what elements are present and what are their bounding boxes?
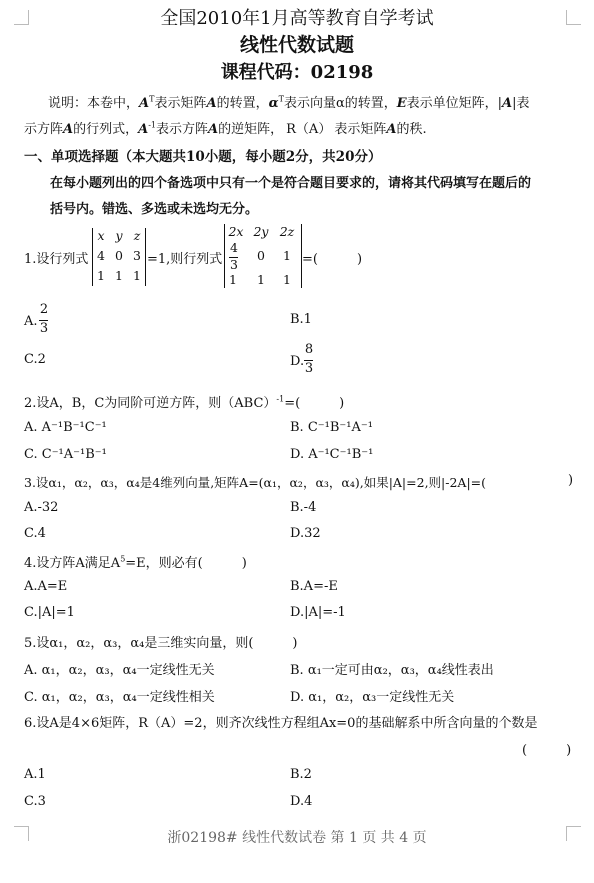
exam-title: 全国2010年1月高等教育自学考试 — [160, 8, 434, 29]
q4-sup-5: 5 — [120, 554, 126, 564]
q6-option-a: A.1 — [24, 767, 46, 782]
det1-cell: 3 — [133, 248, 141, 263]
note-text: 表示单位矩阵，| — [406, 96, 503, 111]
q1-determinant-1 — [92, 228, 146, 286]
q1-determinant-2 — [224, 224, 302, 288]
math-alpha: α — [268, 96, 279, 111]
q1-option-a-denominator: 3 — [39, 321, 49, 336]
q2-sup-inverse: -1 — [276, 394, 285, 404]
q2-option-d: D. A⁻¹C⁻¹B⁻¹ — [290, 447, 374, 462]
q4-option-d: D.|A|=-1 — [290, 605, 346, 620]
note-text: 表示矩阵 — [154, 96, 207, 111]
note-text: 表示向量α的转置， — [283, 96, 397, 111]
note-text: 的行列式， — [73, 122, 139, 137]
note-text: 的秩. — [396, 122, 427, 137]
section-instruction-1: 在每小题列出的四个备选项中只有一个是符合题目要求的，请将其代码填写在题后的 — [50, 176, 532, 191]
q4-option-a: A.A=E — [24, 579, 68, 594]
q1-option-d-denominator: 3 — [304, 361, 314, 376]
math-E: E — [396, 96, 407, 111]
det1-cell: 1 — [97, 268, 105, 283]
q1-option-c: C.2 — [24, 352, 46, 367]
q6-option-b: B.2 — [290, 767, 312, 782]
note-text: 示方阵 — [24, 122, 64, 137]
math-A: A — [206, 96, 217, 111]
q6-answer-bracket: ( ) — [522, 743, 572, 758]
section-heading: 一、单项选择题（本大题共10小题，每小题2分，共20分） — [24, 149, 382, 165]
math-A: A — [63, 122, 74, 137]
q3-option-b: B.-4 — [290, 500, 317, 515]
det1-cell: x — [97, 228, 105, 243]
det1-cell: 4 — [97, 248, 105, 263]
q2-stem-text: 2.设A，B，C为同阶可逆方阵，则（ABC） — [24, 396, 277, 411]
note-text: 的转置， — [216, 96, 269, 111]
note-line-1 — [48, 92, 530, 111]
q3-stem: 3.设α₁，α₂，α₃，α₄是4维列向量,矩阵A=(α₁，α₂，α₃，α₄),如果|A|=2,则|-2A|=( — [24, 475, 487, 490]
q1-option-a: A. — [24, 314, 38, 329]
det2-cell: 1 — [283, 248, 291, 263]
q4-answer-bracket: =E，则必有( ) — [125, 556, 247, 571]
subject-title: 线性代数试题 — [239, 34, 354, 56]
q1-middle-text: =1,则行列式 — [147, 252, 223, 267]
note-text: |表 — [512, 96, 530, 111]
det2-cell: 1 — [257, 272, 265, 287]
q2-answer-bracket: =( ) — [284, 396, 345, 411]
q2-option-b: B. C⁻¹B⁻¹A⁻¹ — [290, 420, 373, 435]
q1-option-d-numerator: 8 — [304, 342, 314, 357]
note-text: 表示方阵 — [156, 122, 209, 137]
q3-option-c: C.4 — [24, 526, 46, 541]
q2-option-c: C. C⁻¹A⁻¹B⁻¹ — [24, 447, 107, 462]
q1-prefix: 1.设行列式 — [24, 252, 89, 267]
q2-option-a: A. A⁻¹B⁻¹C⁻¹ — [24, 420, 107, 435]
det1-cell: 1 — [115, 268, 123, 283]
q1-option-d: D. — [290, 354, 305, 369]
note-text: R（A） — [286, 122, 332, 137]
q3-option-d: D.32 — [290, 526, 321, 541]
q5-option-b: B. α₁一定可由α₂，α₃，α₄线性表出 — [290, 663, 494, 678]
q3-answer-close: ) — [568, 473, 574, 488]
det2-cell: 1 — [283, 272, 291, 287]
det2-cell: 3 — [230, 257, 238, 272]
note-line-2 — [24, 118, 427, 137]
q6-option-d: D.4 — [290, 794, 313, 809]
det1-cell: z — [133, 228, 141, 243]
math-A: A — [208, 122, 219, 137]
det2-cell: 2y — [253, 224, 269, 239]
sup-inverse: -1 — [148, 120, 157, 130]
q2-stem — [24, 392, 344, 411]
det1-cell: 1 — [133, 268, 141, 283]
page-footer: 浙02198# 线性代数试卷 第 1 页 共 4 页 — [167, 830, 427, 846]
q5-option-d: D. α₁，α₂，α₃一定线性无关 — [290, 690, 455, 705]
q1-option-a-numerator: 2 — [39, 302, 49, 317]
q5-option-c: C. α₁，α₂，α₃，α₄一定线性相关 — [24, 690, 215, 705]
q1-option-b: B.1 — [290, 312, 312, 327]
det2-cell: 2x — [228, 224, 244, 239]
det2-cell: 0 — [257, 248, 265, 263]
q6-option-c: C.3 — [24, 794, 46, 809]
q1-answer-bracket: =( ) — [302, 252, 363, 267]
q4-option-c: C.|A|=1 — [24, 605, 75, 620]
det2-cell: 2z — [279, 224, 295, 239]
det1-cell: y — [115, 228, 123, 243]
note-text: 的逆矩阵， — [218, 122, 284, 137]
math-A: A — [502, 96, 513, 111]
course-code: 课程代码：02198 — [220, 62, 374, 83]
q4-option-b: B.A=-E — [290, 579, 338, 594]
note-text: 表示矩阵 — [334, 122, 387, 137]
sup-T: T — [278, 94, 284, 104]
det2-cell: 4 — [230, 240, 238, 255]
section-instruction-2: 括号内。错选、多选或未选均无分。 — [50, 202, 259, 217]
math-A: A — [139, 96, 150, 111]
det1-cell: 0 — [115, 248, 123, 263]
q4-stem — [24, 552, 247, 571]
det2-cell: 1 — [229, 272, 237, 287]
math-A: A — [138, 122, 149, 137]
sup-T: T — [149, 94, 155, 104]
math-A: A — [386, 122, 397, 137]
q5-stem: 5.设α₁，α₂，α₃，α₄是三维实向量，则( ) — [24, 636, 298, 651]
note-text: 说明：本卷中， — [48, 96, 140, 111]
q4-stem-text: 4.设方阵A满足A — [24, 556, 121, 571]
q3-option-a: A.-32 — [24, 500, 59, 515]
q6-stem: 6.设A是4×6矩阵，R（A）=2，则齐次线性方程组Ax=0的基础解系中所含向量的个数是 — [24, 716, 538, 731]
q5-option-a: A. α₁，α₂，α₃，α₄一定线性无关 — [24, 663, 215, 678]
